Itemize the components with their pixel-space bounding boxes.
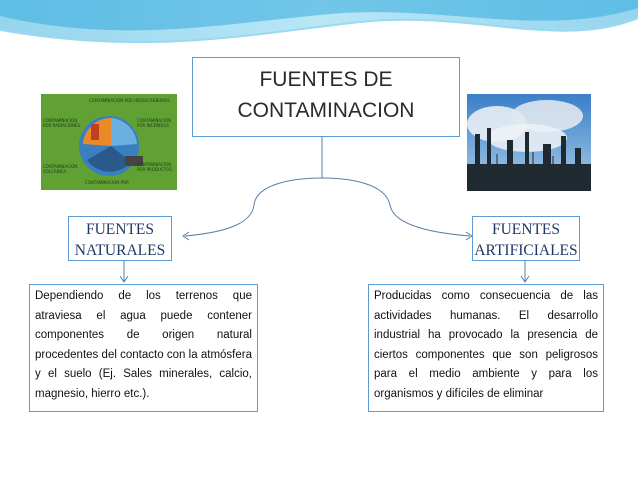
right-down-arrowhead xyxy=(521,276,529,282)
svg-text:CONTAMINACION: CONTAMINACION xyxy=(137,118,172,123)
industrial-pollution-image xyxy=(467,94,591,191)
right-branch-curve xyxy=(322,178,470,236)
natural-sources-description: Dependiendo de los terrenos que atraviesa el agua puede contener componentes de origen natural procedentes del contacto con la atmósfera y el suelo (Ej. Sales minerales, calcio, magnesio, hierro etc.). xyxy=(35,290,252,400)
svg-text:CONTAMINACION POR HIDROCARBURO: CONTAMINACION POR HIDROCARBUROS xyxy=(89,98,170,103)
svg-text:POR INCENDIOS: POR INCENDIOS xyxy=(137,123,170,128)
title-box xyxy=(192,57,460,137)
left-arrowhead xyxy=(183,232,189,240)
diagram-title: FUENTES DE CONTAMINACION xyxy=(237,68,415,122)
natural-sources-description-box xyxy=(29,284,258,412)
left-branch-curve xyxy=(185,178,322,236)
svg-text:CONTAMINACION: CONTAMINACION xyxy=(43,164,78,169)
artificial-sources-label: FUENTES ARTIFICIALES xyxy=(474,221,578,259)
svg-text:CONTAMINACION POR: CONTAMINACION POR xyxy=(85,180,129,185)
artificial-sources-description-box xyxy=(368,284,604,412)
artificial-sources-box xyxy=(472,216,580,261)
svg-text:CONTAMINACION: CONTAMINACION xyxy=(137,162,172,167)
svg-text:POR RADIACIONES: POR RADIACIONES xyxy=(43,123,81,128)
svg-text:CONTAMINACION: CONTAMINACION xyxy=(43,118,78,123)
natural-sources-label: FUENTES NATURALES xyxy=(74,221,166,259)
natural-sources-box xyxy=(68,216,172,261)
svg-text:POR PRODUCTOS: POR PRODUCTOS xyxy=(137,167,172,172)
left-down-arrowhead xyxy=(120,276,128,282)
svg-text:VOLCANICA: VOLCANICA xyxy=(43,169,67,174)
artificial-sources-description: Producidas como consecuencia de las actividades humanas. El desarrollo industrial ha provocado la presencia de ciertos componentes que son peligrosos para el medio ambiente y para los organismos y difíciles de eliminar xyxy=(374,290,598,400)
natural-sources-image xyxy=(41,94,177,190)
